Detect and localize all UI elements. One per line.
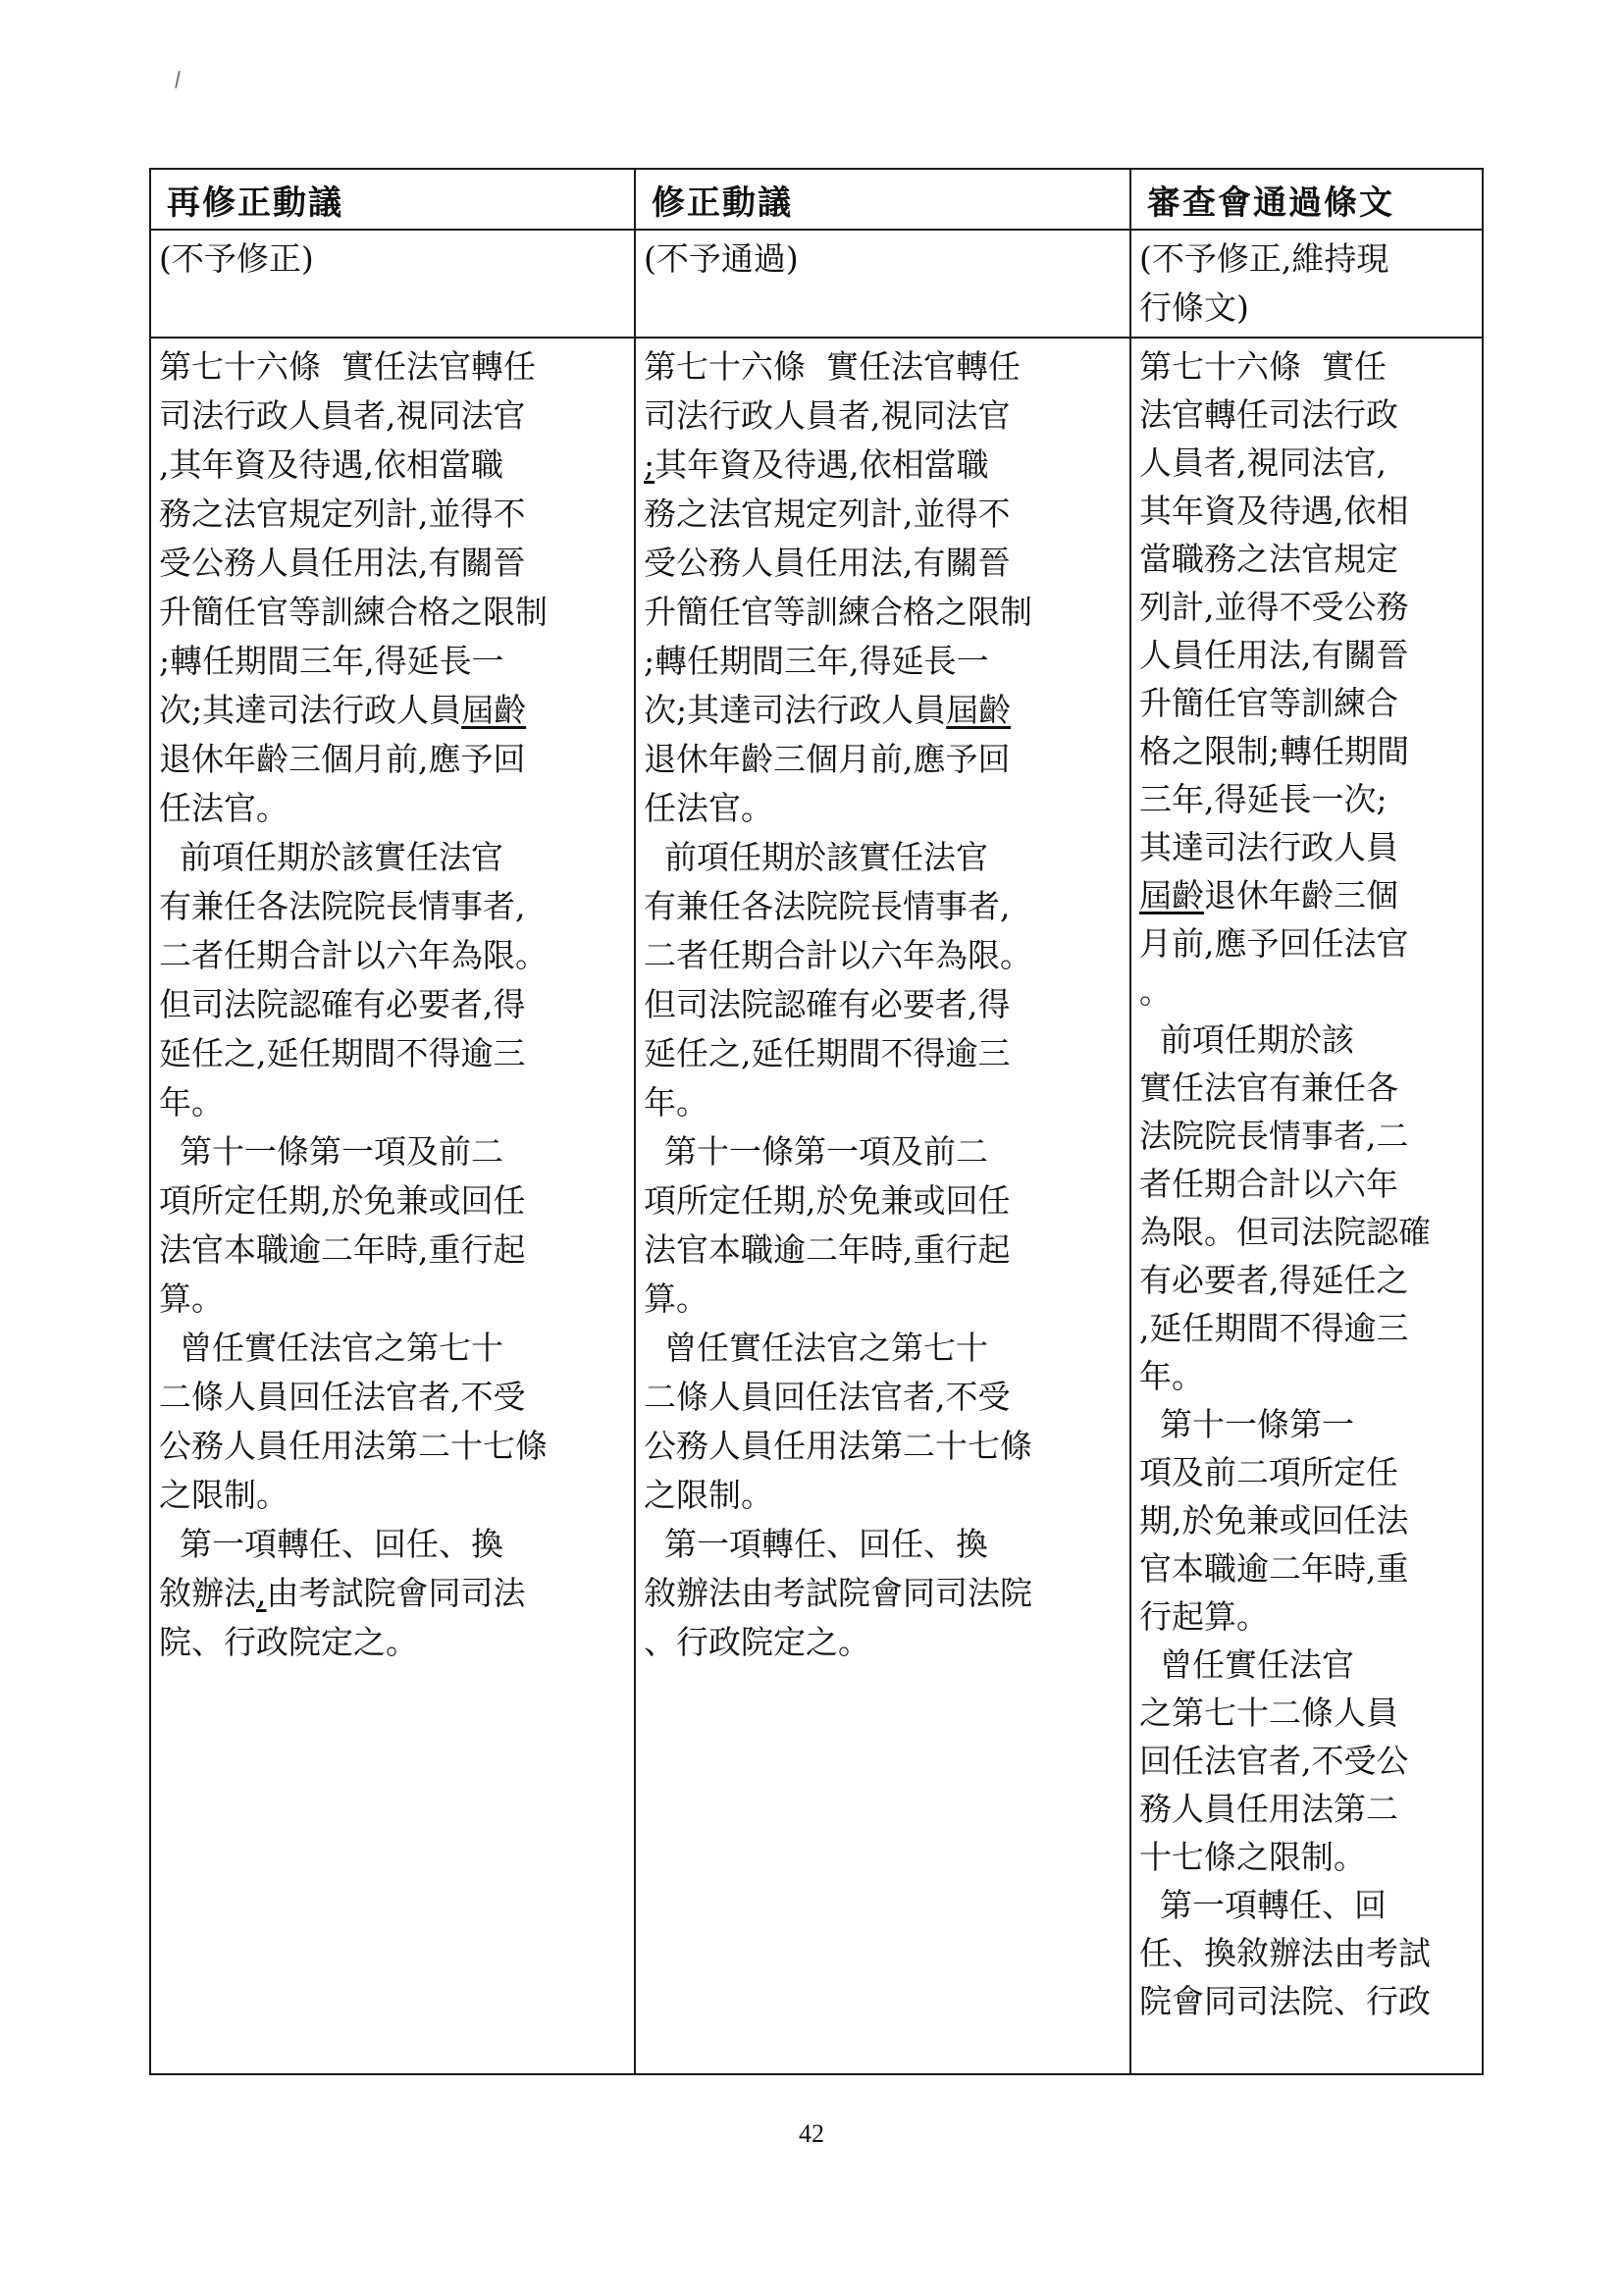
margin-mark [175,71,181,88]
text-segment: 升簡任官等訓練合格之限制 [159,593,548,631]
underlined-text: 屆齡 [1139,876,1204,914]
text-segment: 但司法院認確有必要者,得 [644,985,1011,1023]
text-segment: 。 [1139,972,1172,1011]
text-line [159,1324,628,1373]
text-segment: 、行政院定之。 [644,1623,870,1661]
committee-approved-text [1139,342,1476,2025]
text-line [644,1324,1124,1373]
text-segment: ,延任期間不得逾三 [1139,1309,1409,1347]
text-segment: 前項任期於該 [1139,1020,1354,1059]
text-segment: 前項任期於該實任法官 [644,838,988,876]
text-segment: 曾任實任法官之第七十 [644,1329,988,1367]
text-line [1139,727,1476,775]
text-line [644,735,1124,784]
text-segment: 次;其達司法行政人員 [159,691,462,729]
underlined-text: , [256,1574,267,1612]
article-76-row [150,338,1483,2074]
text-segment: 次;其達司法行政人員 [644,691,947,729]
text-segment: 人員任用法,有關晉 [1139,636,1409,674]
text-segment: ,其年資及待遇,依相當職 [159,445,503,484]
text-line [644,686,1124,735]
text-segment: 實任法官有兼任各 [1139,1069,1398,1107]
text-line: (不予修正,維持現 [1139,239,1389,278]
text-segment: 曾任實任法官之第七十 [159,1329,503,1367]
text-line [159,1569,628,1618]
text-segment: 第十一條第一項及前二 [644,1132,988,1171]
text-line [644,931,1124,980]
amendment-motion-text [644,342,1124,1667]
text-line [159,686,628,735]
text-line [159,1226,628,1275]
text-line [1139,1785,1476,1833]
text-segment: 任、換敘辦法由考試 [1139,1934,1431,1972]
text-line [1139,342,1476,391]
text-line [1139,439,1476,487]
further-amendment-text-cell [150,338,635,2074]
text-line [1139,1929,1476,1977]
text-line [1139,1400,1476,1448]
text-segment: 之限制。 [159,1476,288,1514]
text-segment: 行起算。 [1139,1597,1269,1636]
text-segment: 第七十六條 實任法官轉任 [644,347,1021,386]
text-line [1139,1496,1476,1544]
text-line [1139,1352,1476,1400]
status-3-text [1139,235,1476,333]
text-segment: 第一項轉任、回 [1139,1886,1387,1924]
text-line [159,931,628,980]
text-line [1139,1016,1476,1064]
text-segment: 有必要者,得延任之 [1139,1261,1409,1299]
text-line: (不予修正) [159,239,314,278]
text-line [1139,871,1476,919]
text-segment: 之限制。 [644,1476,773,1514]
status-cell-3 [1130,230,1483,338]
status-2-text [644,235,1124,284]
text-segment: 其年資及待遇,依相當職 [654,445,989,484]
text-line [1139,1256,1476,1304]
text-segment: 當職務之法官規定 [1139,540,1398,578]
text-line [644,1029,1124,1078]
text-segment: 年。 [644,1083,708,1122]
committee-text-cell [1130,338,1483,2074]
text-line [159,391,628,441]
text-segment: 算。 [159,1279,224,1318]
text-segment: 司法行政人員者,視同法官 [159,396,526,435]
status-cell-2 [635,230,1130,338]
text-line [644,441,1124,490]
header-committee-approved-text: 審查會通過條文 [1130,169,1483,230]
text-line [644,1569,1124,1618]
text-line [1139,1737,1476,1785]
text-line [644,882,1124,931]
text-segment: 務人員任用法第二 [1139,1790,1398,1828]
text-segment: 年。 [1139,1357,1204,1395]
text-line [159,1618,628,1667]
text-segment: 第七十六條 實任 [1139,347,1387,386]
text-segment: 為限。但司法院認確 [1139,1213,1431,1251]
text-segment: 二條人員回任法官者,不受 [159,1378,526,1416]
text-line [1139,823,1476,871]
text-segment: 回任法官者,不受公 [1139,1742,1409,1780]
text-line [1139,391,1476,439]
text-segment: ;轉任期間三年,得延長一 [644,642,989,680]
text-segment: 有兼任各法院院長情事者, [159,887,526,925]
text-line [644,1520,1124,1569]
text-line [159,1520,628,1569]
underlined-text: ; [644,445,655,484]
text-segment: 受公務人員任用法,有關晉 [644,544,1011,582]
text-segment: 二者任期合計以六年為限。 [159,936,548,974]
text-line [1139,1448,1476,1496]
text-line [1139,1544,1476,1592]
text-line [159,637,628,686]
comparison-table [149,168,1484,2075]
text-segment: 退休年齡三個 [1204,876,1398,914]
text-line [644,1176,1124,1226]
text-line [159,490,628,539]
underlined-text: 屆齡 [461,691,527,729]
text-line [1139,1208,1476,1256]
text-line [159,1471,628,1520]
text-segment: 但司法院認確有必要者,得 [159,985,526,1023]
text-segment: 有兼任各法院院長情事者, [644,887,1011,925]
text-segment: 月前,應予回任法官 [1139,924,1409,963]
text-segment: ;轉任期間三年,得延長一 [159,642,504,680]
text-segment: 任法官。 [644,789,773,827]
text-line [159,1373,628,1422]
text-line [644,784,1124,833]
text-segment: 司法行政人員者,視同法官 [644,396,1011,435]
text-segment: 公務人員任用法第二十七條 [644,1427,1032,1465]
text-segment: 敘辦法由考試院會同司法院 [644,1574,1032,1612]
text-segment: 人員者,視同法官, [1139,444,1387,482]
amendment-motion-text-cell [635,338,1130,2074]
text-line [159,784,628,833]
text-segment: 法官轉任司法行政 [1139,395,1398,434]
header-further-amendment: 再修正動議 [150,169,635,230]
text-line [1139,1160,1476,1208]
text-line [644,539,1124,588]
text-line [644,637,1124,686]
page-number: 42 [799,2119,824,2148]
text-line [159,882,628,931]
text-line [159,1275,628,1324]
text-segment: 其達司法行政人員 [1139,828,1398,866]
text-line [644,1078,1124,1127]
text-line [1139,1592,1476,1641]
text-line [159,1029,628,1078]
text-segment: 院會同司法院、行政 [1139,1982,1431,2020]
text-line [1139,535,1476,583]
text-segment: 前項任期於該實任法官 [159,838,503,876]
text-line [159,588,628,637]
status-1-text [159,235,628,284]
text-segment: 法官本職逾二年時,重行起 [644,1230,1011,1269]
underlined-text: 屆齡 [946,691,1012,729]
text-segment: 升簡任官等訓練合格之限制 [644,593,1032,631]
text-line [159,1127,628,1176]
text-line [644,833,1124,882]
text-line [1139,1689,1476,1737]
text-segment: 十七條之限制。 [1139,1838,1366,1876]
text-segment: 格之限制;轉任期間 [1139,732,1410,770]
text-line [1139,679,1476,727]
text-segment: 項所定任期,於免兼或回任 [159,1181,526,1220]
text-segment: 第十一條第一 [1139,1405,1354,1443]
text-line [159,1422,628,1471]
text-line [1139,1833,1476,1881]
text-segment: 公務人員任用法第二十七條 [159,1427,548,1465]
text-segment: 三年,得延長一次; [1139,780,1387,818]
text-segment: 項所定任期,於免兼或回任 [644,1181,1011,1220]
text-line [1139,487,1476,535]
status-cell-1 [150,230,635,338]
text-line [644,1127,1124,1176]
text-segment: 延任之,延任期間不得逾三 [159,1034,526,1072]
text-segment: 期,於免兼或回任法 [1139,1501,1409,1539]
text-line [159,441,628,490]
text-line [644,391,1124,441]
text-segment: 二者任期合計以六年為限。 [644,936,1032,974]
text-line [159,342,628,391]
text-segment: 列計,並得不受公務 [1139,588,1409,626]
text-line [1139,1977,1476,2025]
text-segment: 退休年齡三個月前,應予回 [159,740,526,778]
text-line [159,539,628,588]
header-row [150,169,1483,230]
text-line [159,833,628,882]
text-line [644,1422,1124,1471]
text-line [159,980,628,1029]
text-segment: 敘辦法 [159,1574,256,1612]
text-segment: 務之法官規定列計,並得不 [644,495,1011,533]
text-line [159,1078,628,1127]
text-segment: 受公務人員任用法,有關晉 [159,544,526,582]
text-line: (不予通過) [644,239,799,278]
text-line [644,1226,1124,1275]
text-segment: 曾任實任法官 [1139,1645,1354,1684]
text-segment: 之第七十二條人員 [1139,1694,1398,1732]
text-segment: 者任期合計以六年 [1139,1165,1398,1203]
text-segment: 第七十六條 實任法官轉任 [159,347,536,386]
text-line [1139,583,1476,631]
text-segment: 二條人員回任法官者,不受 [644,1378,1011,1416]
text-line [644,1471,1124,1520]
text-line [1139,1641,1476,1689]
text-line [1139,1304,1476,1352]
text-segment: 延任之,延任期間不得逾三 [644,1034,1011,1072]
text-line [644,588,1124,637]
text-segment: 退休年齡三個月前,應予回 [644,740,1011,778]
text-line [644,490,1124,539]
text-line [644,1618,1124,1667]
text-segment: 其年資及待遇,依相 [1139,492,1409,530]
text-segment: 算。 [644,1279,708,1318]
text-line [1139,1064,1476,1112]
text-line [644,1275,1124,1324]
text-segment: 任法官。 [159,789,288,827]
further-amendment-text [159,342,628,1667]
text-segment: 由考試院會同司法 [266,1574,526,1612]
text-segment: 第一項轉任、回任、換 [644,1525,988,1563]
text-line [1139,631,1476,679]
text-segment: 官本職逾二年時,重 [1139,1549,1409,1588]
text-line [159,1176,628,1226]
text-segment: 升簡任官等訓練合 [1139,684,1398,722]
text-segment: 年。 [159,1083,224,1122]
text-segment: 院、行政院定之。 [159,1623,418,1661]
text-line [1139,967,1476,1016]
text-segment: 法院院長情事者,二 [1139,1117,1409,1155]
text-line [159,735,628,784]
header-amendment-motion: 修正動議 [635,169,1130,230]
text-segment: 項及前二項所定任 [1139,1453,1398,1491]
text-segment: 法官本職逾二年時,重行起 [159,1230,526,1269]
text-line [1139,1112,1476,1160]
text-line [1139,919,1476,967]
text-segment: 務之法官規定列計,並得不 [159,495,526,533]
text-line [644,1373,1124,1422]
text-line [644,980,1124,1029]
text-segment: 第十一條第一項及前二 [159,1132,503,1171]
text-line [1139,1881,1476,1929]
text-line [644,342,1124,391]
status-row [150,230,1483,338]
text-segment: 第一項轉任、回任、換 [159,1525,503,1563]
text-line: 行條文) [1139,288,1249,327]
text-line [1139,775,1476,823]
